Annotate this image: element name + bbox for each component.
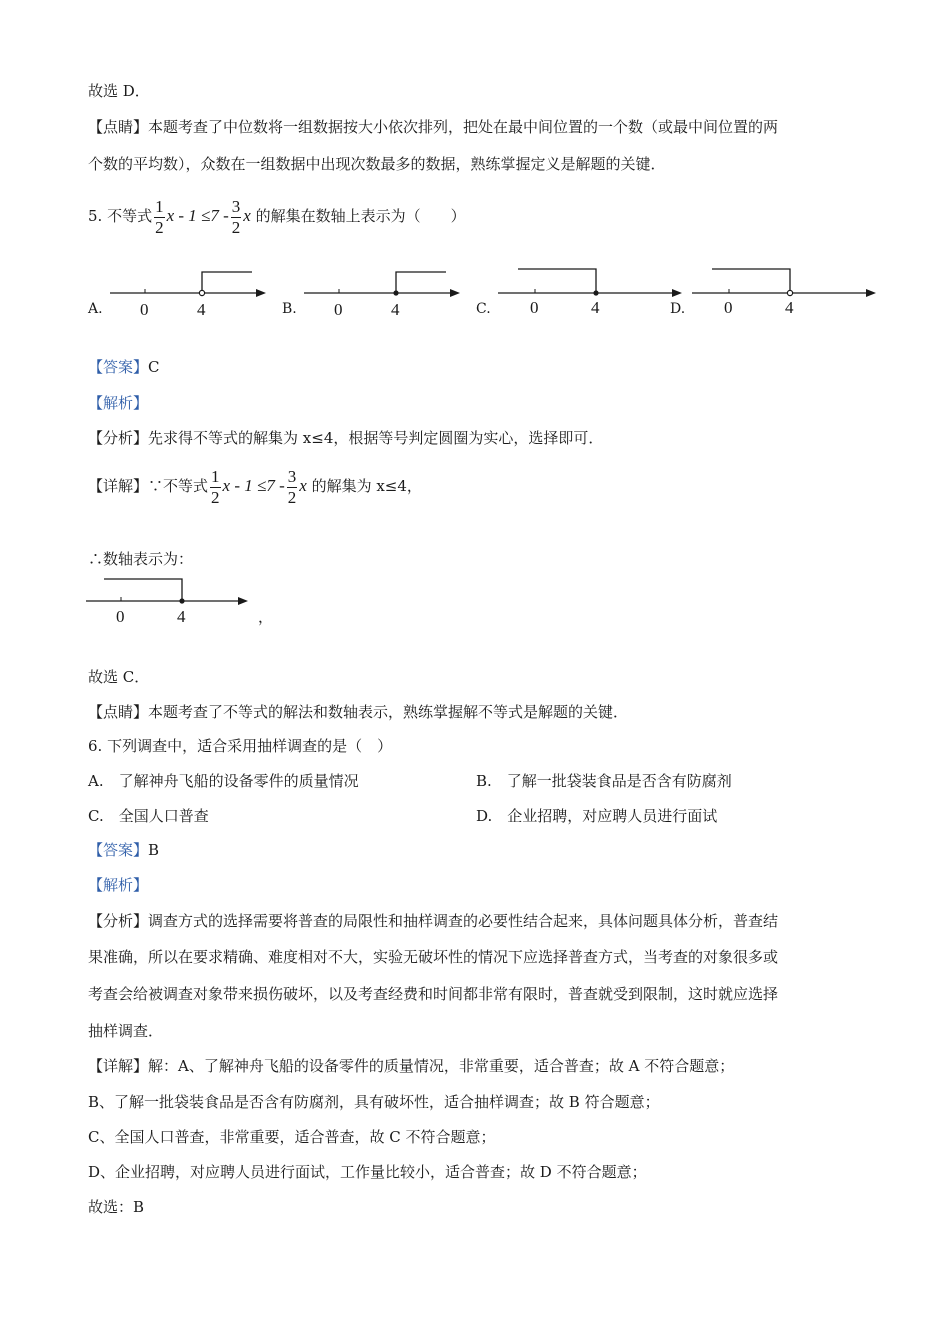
tick-label-4: 4 xyxy=(591,298,600,317)
numberline-a xyxy=(110,255,280,325)
dianjing-text: 本题考查了不等式的解法和数轴表示，熟练掌握解不等式是解题的关键． xyxy=(148,703,629,721)
option-6b[interactable]: B. 了解一批袋装食品是否含有防腐剂 xyxy=(476,772,732,790)
option-d-numberline[interactable] xyxy=(670,255,850,325)
ineq-var-b: x xyxy=(299,476,307,495)
frac1-den-b: 2 xyxy=(211,487,220,507)
fraction-3-2 xyxy=(231,197,242,238)
numberline-d xyxy=(692,255,882,325)
numberline-c xyxy=(498,255,688,325)
xiangjie-text-2: B、了解一批袋装食品是否含有防腐剂，具有破坏性，适合抽样调查；故 B 符合题意； xyxy=(88,1093,660,1111)
fenxi-tag: 【分析】 xyxy=(88,912,149,930)
therefore-line: ∴数轴表示为： xyxy=(88,550,194,568)
dianjing-text-1: 本题考查了中位数将一组数据按大小依次排列，把处在最中间位置的一个数（或最中间位置的两 xyxy=(148,118,779,136)
dianjing-5 xyxy=(88,701,628,723)
option-b-numberline[interactable] xyxy=(282,255,462,325)
dianjing-tag: 【点睛】 xyxy=(88,703,149,721)
line-guxuan-d: 故选 D． xyxy=(88,82,150,100)
question-6: 6. 下列调查中，适合采用抽样调查的是（ ） xyxy=(88,737,393,755)
xiangjie-post: 的解集为 x≤4， xyxy=(311,477,422,495)
range-bracket xyxy=(712,269,790,293)
ineq-var: x xyxy=(243,206,251,225)
tick-label-4: 4 xyxy=(391,300,400,319)
option-6c[interactable]: C. 全国人口普查 xyxy=(88,807,209,825)
fenxi-text-3: 考查会给被调查对象带来损伤破坏，以及考查经费和时间都非常有限时，普查就受到限制，这时就应选择 xyxy=(88,985,779,1003)
xiangjie-5 xyxy=(88,464,422,508)
fraction-3-2-b xyxy=(287,467,298,508)
tick-label-4: 4 xyxy=(177,607,186,626)
xiangjie-text-1: 解：A、了解神舟飞船的设备零件的质量情况，非常重要，适合普查；故 A 不符合题意； xyxy=(148,1057,735,1075)
arrow-icon xyxy=(450,289,460,297)
guxuan-6: 故选：B xyxy=(88,1198,145,1216)
fraction-1-2-b xyxy=(210,467,221,508)
answer-tag: 【答案】 xyxy=(88,358,149,376)
answer-5 xyxy=(88,356,160,378)
frac1-den: 2 xyxy=(155,217,164,237)
range-bracket xyxy=(518,269,596,293)
option-d-label: D. xyxy=(670,301,686,317)
question-5 xyxy=(88,196,466,238)
xiangjie-tag: 【详解】 xyxy=(88,477,149,495)
q5-prefix: 5. 不等式 xyxy=(88,207,153,225)
arrow-icon xyxy=(256,289,266,297)
option-c-label: C. xyxy=(476,301,491,317)
answer-6 xyxy=(88,839,159,861)
comma: ， xyxy=(258,608,274,626)
fraction-1-2 xyxy=(154,197,165,238)
xiangjie-tag: 【详解】 xyxy=(88,1057,149,1075)
xiangjie-text-4: D、企业招聘，对应聘人员进行面试，工作量比较小，适合普查；故 D 不符合题意； xyxy=(88,1163,647,1181)
ineq-mid: x - 1 ≤7 - xyxy=(166,206,229,225)
dianjing-tag: 【点睛】 xyxy=(88,118,149,136)
dianjing-4 xyxy=(88,116,778,138)
frac2-den: 2 xyxy=(231,217,241,237)
option-b-label: B. xyxy=(282,301,297,317)
frac1-num: 1 xyxy=(155,196,164,216)
option-c-numberline[interactable] xyxy=(476,255,656,325)
answer-value: C xyxy=(148,358,160,376)
option-a-label: A. xyxy=(88,301,103,317)
fenxi-text-1: 调查方式的选择需要将普查的局限性和抽样调查的必要性结合起来，具体问题具体分析，普查结 xyxy=(148,912,779,930)
jiexi-6: 【解析】 xyxy=(88,876,149,894)
fenxi-6 xyxy=(88,910,778,932)
numberline-b xyxy=(304,255,474,325)
arrow-icon xyxy=(866,289,876,297)
solid-point xyxy=(593,290,598,295)
answer-numberline xyxy=(86,572,286,632)
dianjing-text-2: 个数的平均数），众数在一组数据中出现次数最多的数据，熟练掌握定义是解题的关键． xyxy=(88,155,666,173)
frac2-den-b: 2 xyxy=(287,487,297,507)
xiangjie-pre: ∵不等式 xyxy=(148,477,209,495)
range-bracket xyxy=(104,579,182,601)
option-6d[interactable]: D. 企业招聘，对应聘人员进行面试 xyxy=(476,807,718,825)
fenxi-text: 先求得不等式的解集为 x≤4，根据等号判定圆圈为实心，选择即可． xyxy=(148,429,604,447)
answer-value: B xyxy=(148,841,160,859)
fenxi-5 xyxy=(88,427,603,449)
guxuan-5: 故选 C． xyxy=(88,668,150,686)
xiangjie-text-3: C、全国人口普查，非常重要，适合普查，故 C 不符合题意； xyxy=(88,1128,496,1146)
answer-tag: 【答案】 xyxy=(88,841,149,859)
tick-label-0: 0 xyxy=(334,300,343,319)
ineq-mid-b: x - 1 ≤7 - xyxy=(222,476,285,495)
tick-label-0: 0 xyxy=(116,607,125,626)
tick-label-0: 0 xyxy=(724,298,733,317)
tick-label-4: 4 xyxy=(785,298,794,317)
jiexi-5: 【解析】 xyxy=(88,394,149,412)
solid-point xyxy=(179,598,184,603)
option-a-numberline[interactable] xyxy=(88,255,268,325)
q5-suffix: 的解集在数轴上表示为（ ） xyxy=(255,207,466,225)
range-bracket xyxy=(396,272,446,293)
frac2-num-b: 3 xyxy=(287,466,297,486)
option-6a[interactable]: A. 了解神舟飞船的设备零件的质量情况 xyxy=(88,772,359,790)
arrow-icon xyxy=(238,597,248,605)
tick-label-0: 0 xyxy=(530,298,539,317)
fenxi-text-4: 抽样调查． xyxy=(88,1022,164,1040)
frac1-num-b: 1 xyxy=(211,466,220,486)
fenxi-text-2: 果准确，所以在要求精确、难度相对不大，实验无破坏性的情况下应选择普查方式，当考查的对象很多或 xyxy=(88,948,779,966)
solid-point xyxy=(393,290,398,295)
tick-label-4: 4 xyxy=(197,300,206,319)
range-bracket xyxy=(202,272,252,293)
numberline-answer xyxy=(86,572,286,632)
hollow-point xyxy=(199,290,204,295)
tick-label-0: 0 xyxy=(140,300,149,319)
hollow-point xyxy=(787,290,792,295)
frac2-num: 3 xyxy=(231,196,241,216)
fenxi-tag: 【分析】 xyxy=(88,429,149,447)
xiangjie-6 xyxy=(88,1055,734,1077)
